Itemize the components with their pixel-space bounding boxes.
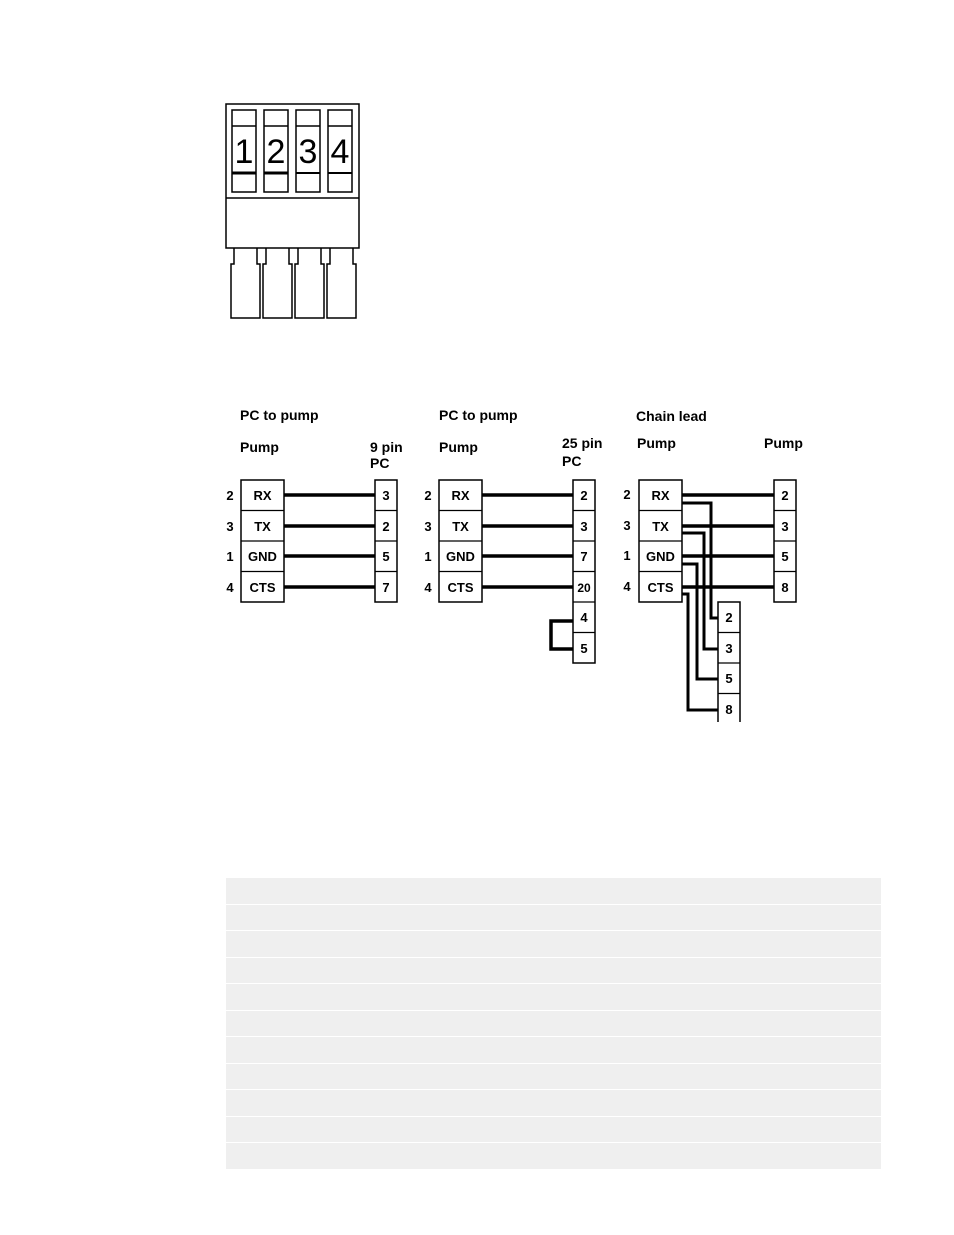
- diagram-chain-title: Chain lead: [636, 408, 707, 424]
- diagram-chain-left-header: Pump: [637, 435, 676, 451]
- d3-right-pin: 5: [781, 549, 789, 564]
- d1-pump-pin: 3: [226, 519, 234, 534]
- diagram-25pin-pc-header-2: PC: [562, 453, 582, 469]
- table-row: [226, 984, 881, 1011]
- d1-pc-pin: 5: [382, 549, 390, 564]
- d2-pump-pin: 2: [424, 488, 432, 503]
- diagram-9pin-wires: [284, 495, 375, 587]
- d3-chain-pin: 3: [725, 641, 733, 656]
- d3-pump-pin: 3: [623, 518, 631, 533]
- d2-loop-pin: 4: [580, 610, 588, 625]
- diagram-9pin-title: PC to pump: [240, 407, 319, 423]
- d3-signal: GND: [646, 549, 675, 564]
- d3-chain-pin: 5: [725, 671, 733, 686]
- d1-signal: RX: [253, 488, 272, 503]
- diagram-9pin-pc-header-1: 9 pin: [370, 439, 403, 455]
- terminal-pin-2: 2: [266, 133, 286, 171]
- d3-right-pin: 2: [781, 488, 789, 503]
- d1-pump-pin: 2: [226, 488, 234, 503]
- d3-pump-pin: 2: [623, 487, 631, 502]
- d2-pc-pin: 20: [577, 581, 591, 595]
- diagram-25pin-pump-header: Pump: [439, 439, 478, 455]
- d3-signal: CTS: [647, 580, 674, 595]
- empty-table: [226, 878, 881, 1170]
- d3-signal: RX: [651, 488, 670, 503]
- d3-pump-pin: 4: [623, 579, 631, 594]
- diagram-25pin-wires: [482, 495, 573, 587]
- terminal-pin-4: 4: [330, 133, 350, 171]
- diagram-25pin-title: PC to pump: [439, 407, 518, 423]
- diagram-9pin-pc-header-2: PC: [370, 455, 390, 471]
- table-row: [226, 1117, 881, 1144]
- d1-pump-pin: 4: [226, 580, 234, 595]
- diagram-25pin: [424, 407, 602, 663]
- diagram-9pin-pump-header: Pump: [240, 439, 279, 455]
- table-row: [226, 878, 881, 905]
- d1-signal: GND: [248, 549, 277, 564]
- d3-signal: TX: [652, 519, 669, 534]
- d1-pc-pin: 3: [382, 488, 390, 503]
- d1-pc-pin: 7: [382, 580, 390, 595]
- d3-right-pin: 8: [781, 580, 789, 595]
- d1-signal: TX: [254, 519, 271, 534]
- d2-pc-pin: 2: [580, 488, 588, 503]
- terminal-pin-3: 3: [298, 133, 318, 171]
- d3-pump-pin: 1: [623, 548, 631, 563]
- diagram-chain-right-header: Pump: [764, 435, 803, 451]
- d2-pc-pin: 7: [580, 549, 588, 564]
- chain-lead-branch-wires: [682, 503, 718, 710]
- table-row: [226, 958, 881, 985]
- terminal-pin-labels: [235, 133, 350, 171]
- d3-chain-pin: 2: [725, 610, 733, 625]
- d3-right-pin: 3: [781, 519, 789, 534]
- table-row: [226, 1064, 881, 1091]
- d3-chain-pin: 8: [725, 702, 733, 717]
- d2-signal: TX: [452, 519, 469, 534]
- d2-signal: RX: [451, 488, 470, 503]
- terminal-pin-1: 1: [234, 133, 254, 171]
- table-row: [226, 1143, 881, 1170]
- table-row: [226, 1011, 881, 1038]
- table-row: [226, 1037, 881, 1064]
- table-row: [226, 931, 881, 958]
- d2-pump-pin: 3: [424, 519, 432, 534]
- table-row: [226, 905, 881, 932]
- d1-signal: CTS: [249, 580, 276, 595]
- d1-pc-pin: 2: [382, 519, 390, 534]
- d2-pump-pin: 4: [424, 580, 432, 595]
- d2-loop-pin: 5: [580, 641, 588, 656]
- diagram-25pin-pc-header-1: 25 pin: [562, 435, 603, 451]
- table-row: [226, 1090, 881, 1117]
- loopback-jumper: [551, 621, 573, 649]
- d2-signal: CTS: [447, 580, 474, 595]
- d2-signal: GND: [446, 549, 475, 564]
- diagram-chain-lead: [623, 408, 803, 722]
- diagram-9pin: [226, 407, 402, 602]
- d2-pc-pin: 3: [580, 519, 588, 534]
- d1-pump-pin: 1: [226, 549, 234, 564]
- d2-pump-pin: 1: [424, 549, 432, 564]
